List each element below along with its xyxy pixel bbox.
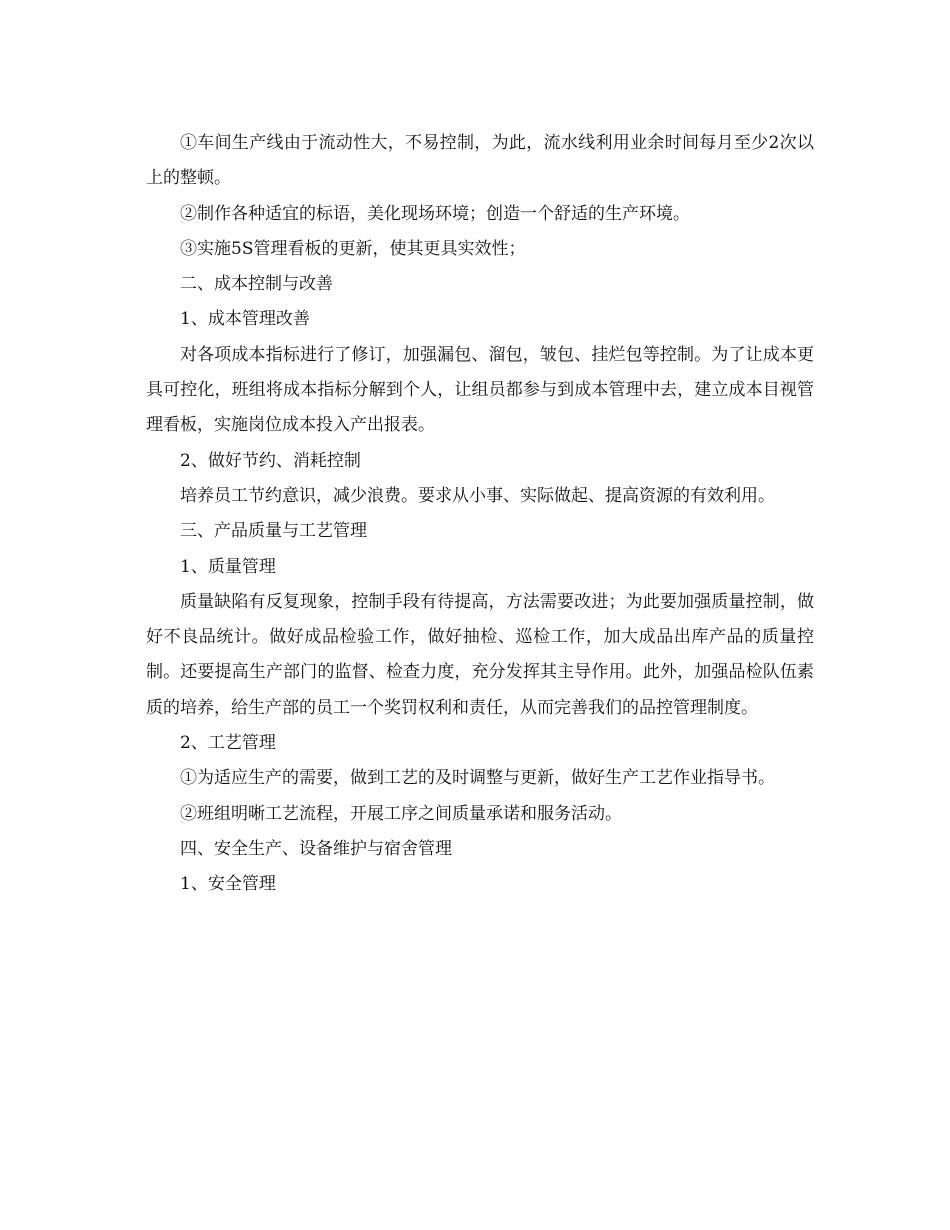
- subheading-quality-management: 1、质量管理: [180, 556, 276, 577]
- section-heading-cost-control: 二、成本控制与改善: [180, 274, 333, 295]
- paragraph-quality-control: 质量缺陷有反复现象，控制手段有待提高，方法需要改进；为此要加强质量控制，做好不良品统计。做好成品检验工作，做好抽检、巡检工作，加大成品出库产品的质量控制。还要提高生产部门的监督、检查力度，充分发挥其主导作用。此外，加强品检队伍素质的培养，给生产部的员工一个奖罚权利和责任，从而完善我们的品控管理制度。: [146, 591, 814, 718]
- subheading-cost-management: 1、成本管理改善: [180, 309, 310, 330]
- paragraph-slogans: ②制作各种适宜的标语，美化现场环境；创造一个舒适的生产环境。: [180, 203, 690, 224]
- paragraph-saving-awareness: 培养员工节约意识，减少浪费。要求从小事、实际做起、提高资源的有效利用。: [180, 485, 775, 506]
- paragraph-process-flow: ②班组明晰工艺流程，开展工序之间质量承诺和服务活动。: [180, 803, 622, 824]
- section-heading-safety: 四、安全生产、设备维护与宿舍管理: [180, 838, 452, 859]
- subheading-process-management: 2、工艺管理: [180, 733, 276, 754]
- subheading-safety-management: 1、安全管理: [180, 874, 276, 895]
- paragraph-5s-board: ③实施5S管理看板的更新，使其更具实效性；: [180, 238, 526, 259]
- paragraph-process-adjustment: ①为适应生产的需要，做到工艺的及时调整与更新，做好生产工艺作业指导书。: [180, 768, 775, 789]
- subheading-saving-consumption: 2、做好节约、消耗控制: [180, 450, 361, 471]
- document-body: [146, 126, 814, 903]
- section-heading-quality-process: 三、产品质量与工艺管理: [180, 521, 367, 542]
- paragraph-cost-indicators: 对各项成本指标进行了修订，加强漏包、溜包，皱包、挂烂包等控制。为了让成本更具可控化，班组将成本指标分解到个人，让组员都参与到成本管理中去，建立成本目视管理看板，实施岗位成本投入产出报表。: [146, 344, 814, 436]
- paragraph-workshop-rectification: ①车间生产线由于流动性大，不易控制，为此，流水线利用业余时间每月至少2次以上的整顿。: [146, 133, 814, 189]
